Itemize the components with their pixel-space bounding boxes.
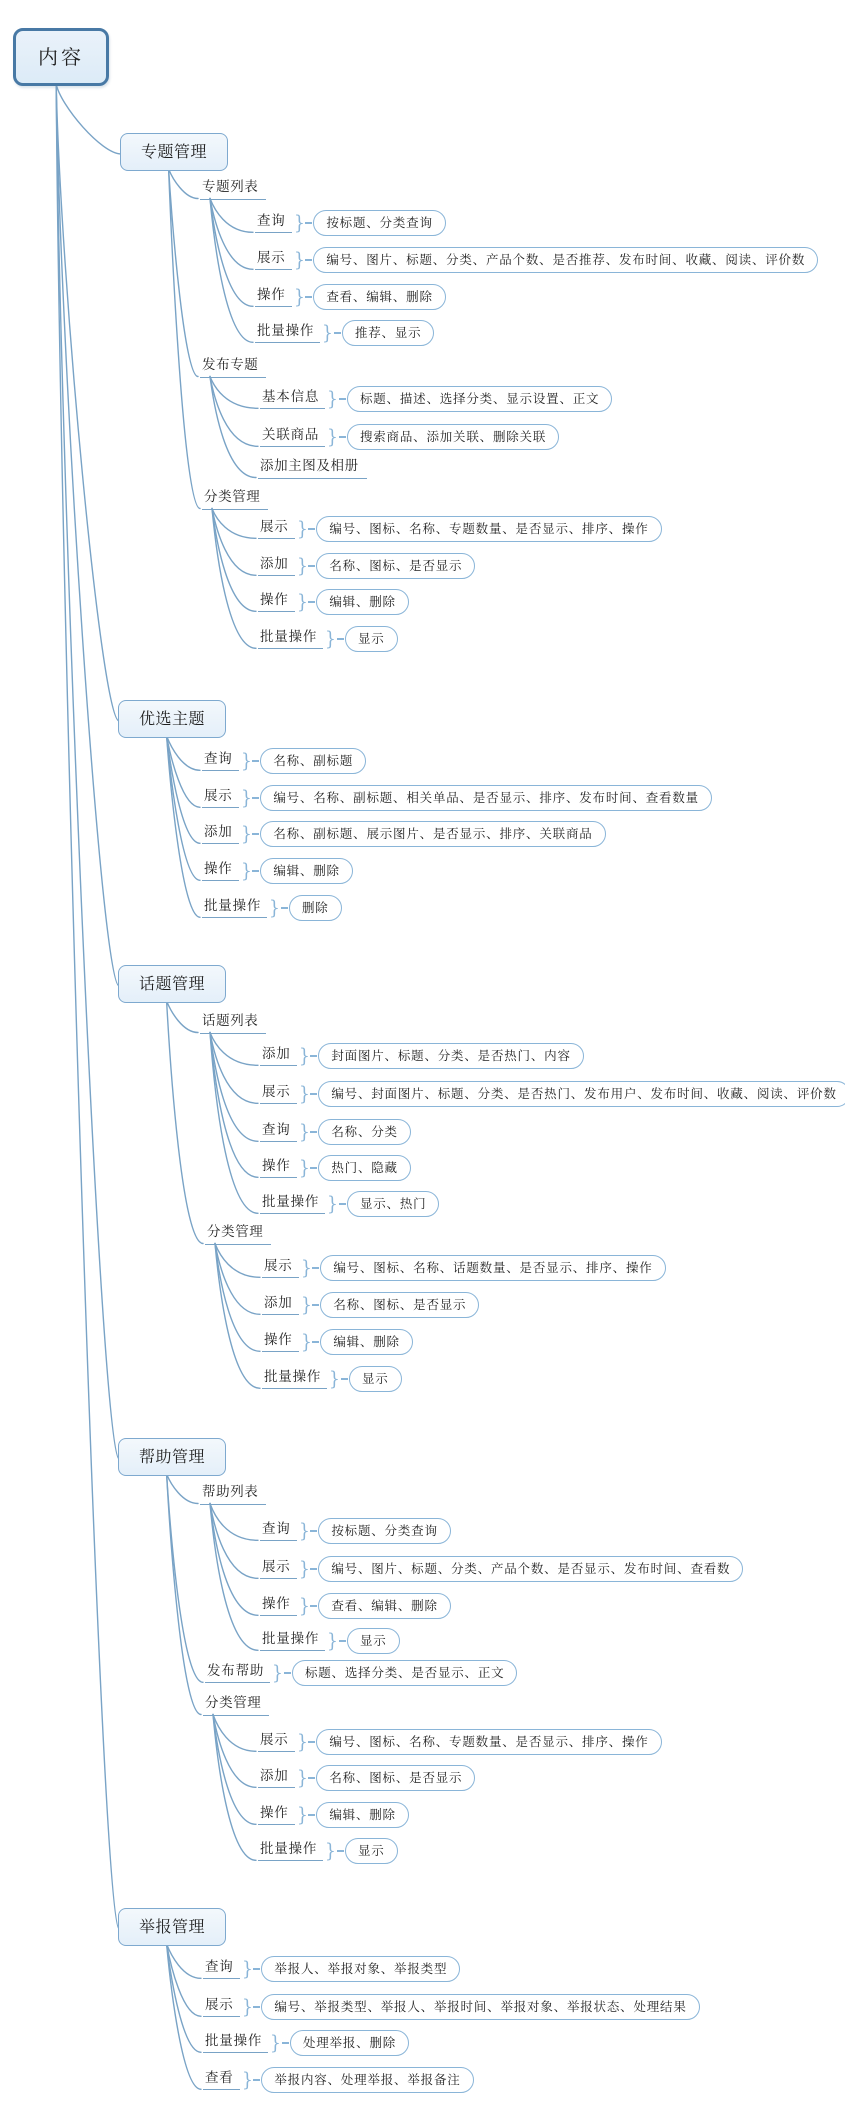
row-detail-capsule[interactable]: 编号、图片、标题、分类、产品个数、是否推荐、发布时间、收藏、阅读、评价数 [313,247,818,273]
brace-connector-icon: } [293,210,305,234]
connector-dash [253,2079,260,2080]
row-detail-capsule[interactable]: 处理举报、删除 [290,2030,409,2056]
connector-dash [252,797,259,798]
row-detail-capsule[interactable]: 显示 [345,1838,398,1864]
row-label[interactable]: 关联商品 [260,427,325,448]
row-label[interactable]: 添加 [258,556,295,577]
topic-node[interactable]: 专题管理 [120,133,228,171]
row-detail-capsule[interactable]: 显示 [349,1366,402,1392]
connector-dash [337,1850,344,1851]
mindmap-row [255,319,434,347]
row-detail-capsule[interactable]: 编辑、删除 [260,858,353,884]
row-detail-capsule[interactable]: 名称、图标、是否显示 [320,1292,479,1318]
row-detail-capsule[interactable]: 举报内容、处理举报、举报备注 [261,2067,473,2093]
row-detail-capsule[interactable]: 编号、封面图片、标题、分类、是否热门、发布用户、发布时间、收藏、阅读、评价数 [318,1081,845,1107]
mindmap-row [255,246,818,274]
row-detail-capsule[interactable]: 查看、编辑、删除 [313,284,445,310]
brace-connector-icon: } [296,1729,308,1753]
mindmap-row [202,747,366,775]
brace-connector-icon: } [329,1366,340,1390]
mindmap-row [260,423,559,451]
mindmap-row [203,2029,409,2057]
row-label[interactable]: 批量操作 [258,629,323,650]
row-detail-capsule[interactable]: 热门、隐藏 [318,1155,411,1181]
mindmap-row [258,1764,475,1792]
mindmap-row [258,552,475,580]
mindmap-row [258,588,409,616]
brace-connector-icon: } [296,553,308,577]
brace-connector-icon: } [296,1802,308,1826]
row-detail-capsule[interactable]: 编号、图片、标题、分类、产品个数、是否显示、发布时间、查看数 [318,1556,743,1582]
row-label[interactable]: 批量操作 [255,323,320,344]
topic-node[interactable]: 举报管理 [118,1908,226,1946]
brace-connector-icon: } [240,785,252,809]
mindmap-row [260,1517,451,1545]
connector-dash [310,1568,317,1569]
row-detail-capsule[interactable]: 编辑、删除 [320,1329,413,1355]
row-label[interactable]: 批量操作 [203,2033,268,2054]
connector-dash [308,565,315,566]
connector-dash [310,1605,317,1606]
mindmap-row [262,1291,479,1319]
row-label[interactable]: 基本信息 [260,389,325,410]
connector-dash [252,760,259,761]
connector-dash [281,907,288,908]
row-detail-capsule[interactable]: 封面图片、标题、分类、是否热门、内容 [318,1043,583,1069]
mindmap-row [260,385,612,413]
topic-node[interactable]: 帮助管理 [118,1438,226,1476]
row-label[interactable]: 添加 [258,1768,295,1789]
row-detail-capsule[interactable]: 查看、编辑、删除 [318,1593,450,1619]
row-label[interactable]: 展示 [260,1084,297,1105]
row-detail-capsule[interactable]: 显示 [347,1628,400,1654]
connector-dash [339,436,346,437]
connector-dash [305,259,312,260]
brace-connector-icon: } [296,516,308,540]
mindmap-row [262,1328,413,1356]
row-label[interactable]: 批量操作 [262,1369,327,1390]
brace-connector-icon: } [327,424,338,448]
row-detail-capsule[interactable]: 名称、图标、是否显示 [316,553,475,579]
row-label[interactable]: 批量操作 [202,898,267,919]
row-detail-capsule[interactable]: 编号、图标、名称、专题数量、是否显示、排序、操作 [316,516,661,542]
mindmap-row [260,1555,743,1583]
brace-connector-icon: } [298,1043,310,1067]
brace-connector-icon: } [298,1119,310,1143]
topic-node[interactable]: 话题管理 [118,965,226,1003]
row-detail-capsule[interactable]: 标题、选择分类、是否显示、正文 [292,1660,518,1686]
row-label[interactable]: 展示 [258,519,295,540]
mindmap-row [260,1080,845,1108]
mindmap-row [258,625,398,653]
mindmap-row [260,1042,584,1070]
branch-label[interactable]: 帮助列表 [200,1484,266,1505]
brace-connector-icon: } [327,386,338,410]
row-label[interactable]: 展示 [258,1732,295,1753]
root-node[interactable]: 内容 [13,28,109,86]
connector-dash [312,1341,319,1342]
connector-dash [310,1167,317,1168]
brace-connector-icon: } [269,895,280,919]
brace-connector-icon: } [293,284,305,308]
branch-label[interactable]: 专题列表 [200,179,266,200]
connector-dash [252,870,259,871]
row-detail-capsule[interactable]: 搜索商品、添加关联、删除关联 [347,424,559,450]
mindmap-row [202,784,712,812]
brace-connector-icon: } [325,1838,336,1862]
row-detail-capsule[interactable]: 标题、描述、选择分类、显示设置、正文 [347,386,612,412]
row-detail-capsule[interactable]: 名称、副标题 [260,748,366,774]
connector-dash [312,1304,319,1305]
connector-dash [308,1777,315,1778]
row-detail-capsule[interactable]: 名称、图标、是否显示 [316,1765,475,1791]
branch-label[interactable]: 分类管理 [202,489,268,510]
mindmap-row [202,857,353,885]
row-detail-capsule[interactable]: 显示 [345,626,398,652]
row-detail-capsule[interactable]: 编号、名称、副标题、相关单品、是否显示、排序、发布时间、查看数量 [260,785,712,811]
brace-connector-icon: } [241,1956,253,1980]
connector-dash [334,332,341,333]
row-label[interactable]: 操作 [262,1332,299,1353]
mindmap-row [260,1118,411,1146]
row-label[interactable]: 操作 [258,1805,295,1826]
connector-dash [310,1131,317,1132]
brace-connector-icon: } [241,2067,253,2091]
brace-connector-icon: } [298,1081,310,1105]
mindmap-row [260,1592,451,1620]
connector-dash [284,1672,291,1673]
row-label[interactable]: 操作 [258,592,295,613]
mindmap-row [260,1627,400,1655]
brace-connector-icon: } [296,1765,308,1789]
brace-connector-icon: } [327,1191,338,1215]
mindmap-row [262,1254,666,1282]
brace-connector-icon: } [240,821,252,845]
connector-dash [337,638,344,639]
row-label[interactable]: 查询 [260,1521,297,1542]
brace-connector-icon: } [300,1255,312,1279]
row-label[interactable]: 操作 [202,861,239,882]
branch-label[interactable]: 发布专题 [200,357,266,378]
row-detail-capsule[interactable]: 按标题、分类查询 [313,210,445,236]
row-label[interactable]: 添加 [260,1046,297,1067]
mindmap-row [262,1365,402,1393]
connector-dash [312,1267,319,1268]
brace-connector-icon: } [270,2030,281,2054]
brace-connector-icon: } [300,1329,312,1353]
mindmap-row [202,820,606,848]
brace-connector-icon: } [293,247,305,271]
branch-label[interactable]: 分类管理 [203,1695,269,1716]
connector-dash [305,222,312,223]
connector-dash [305,296,312,297]
row-label[interactable]: 操作 [255,287,292,308]
connector-dash [339,1640,346,1641]
row-detail-capsule[interactable]: 编辑、删除 [316,1802,409,1828]
row-label[interactable]: 查询 [203,1959,240,1980]
row-label[interactable]: 批量操作 [258,1841,323,1862]
branch-label[interactable]: 话题列表 [200,1013,266,1034]
mindmap-row [258,1801,409,1829]
row-label[interactable]: 展示 [260,1559,297,1580]
brace-connector-icon: } [240,858,252,882]
mindmap-row [203,1993,700,2021]
row-label[interactable]: 操作 [260,1158,297,1179]
connector-dash [253,1968,260,1969]
branch-label[interactable]: 分类管理 [205,1224,271,1245]
connector-dash [308,528,315,529]
connector-dash [341,1378,348,1379]
connector-dash [339,1203,346,1204]
row-detail-capsule[interactable]: 编辑、删除 [316,589,409,615]
mindmap-row [260,1190,439,1218]
brace-connector-icon: } [272,1660,283,1684]
brace-connector-icon: } [327,1628,338,1652]
brace-connector-icon: } [325,626,336,650]
branch-label[interactable]: 添加主图及相册 [258,458,367,479]
brace-connector-icon: } [322,320,333,344]
topic-node[interactable]: 优选主题 [118,700,226,738]
row-label[interactable]: 查询 [202,751,239,772]
row-detail-capsule[interactable]: 推荐、显示 [342,320,435,346]
connector-dash [253,2006,260,2007]
brace-connector-icon: } [296,589,308,613]
connector-dash [310,1530,317,1531]
row-label[interactable]: 操作 [260,1596,297,1617]
row-detail-capsule[interactable]: 编号、图标、名称、专题数量、是否显示、排序、操作 [316,1729,661,1755]
brace-connector-icon: } [241,1994,253,2018]
row-detail-capsule[interactable]: 名称、分类 [318,1119,411,1145]
row-detail-capsule[interactable]: 编号、举报类型、举报人、举报时间、举报对象、举报状态、处理结果 [261,1994,699,2020]
brace-connector-icon: } [298,1593,310,1617]
row-label[interactable]: 展示 [202,788,239,809]
row-label[interactable]: 展示 [255,250,292,271]
connector-dash [310,1055,317,1056]
connector-dash [308,1741,315,1742]
mindmap-row [258,1837,398,1865]
connector-dash [308,601,315,602]
row-detail-capsule[interactable]: 删除 [289,895,342,921]
row-label[interactable]: 查看 [203,2070,240,2091]
mindmap-row [255,283,446,311]
connector-dash [339,398,346,399]
mindmap-row [258,515,662,543]
mindmap-row [203,2066,474,2094]
row-label[interactable]: 发布帮助 [205,1663,270,1684]
row-label[interactable]: 添加 [202,824,239,845]
connector-dash [282,2042,289,2043]
row-detail-capsule[interactable]: 显示、热门 [347,1191,440,1217]
row-label[interactable]: 查询 [260,1122,297,1143]
mindmap-row [203,1955,460,1983]
connector-dash [252,833,259,834]
connector-dash [308,1814,315,1815]
brace-connector-icon: } [298,1518,310,1542]
row-label[interactable]: 展示 [203,1997,240,2018]
row-label[interactable]: 批量操作 [260,1631,325,1652]
brace-connector-icon: } [298,1556,310,1580]
row-label[interactable]: 展示 [262,1258,299,1279]
brace-connector-icon: } [300,1292,312,1316]
row-label[interactable]: 添加 [262,1295,299,1316]
connector-dash [310,1093,317,1094]
row-detail-capsule[interactable]: 名称、副标题、展示图片、是否显示、排序、关联商品 [260,821,605,847]
row-label[interactable]: 查询 [255,213,292,234]
row-label[interactable]: 批量操作 [260,1194,325,1215]
row-detail-capsule[interactable]: 举报人、举报对象、举报类型 [261,1956,460,1982]
mindmap-row [258,1728,662,1756]
brace-connector-icon: } [240,748,252,772]
brace-connector-icon: } [298,1155,310,1179]
mindmap-row [260,1154,411,1182]
row-detail-capsule[interactable]: 编号、图标、名称、话题数量、是否显示、排序、操作 [320,1255,665,1281]
mindmap-row [255,209,446,237]
row-detail-capsule[interactable]: 按标题、分类查询 [318,1518,450,1544]
mindmap-row [202,894,342,922]
mindmap-row [205,1659,517,1687]
